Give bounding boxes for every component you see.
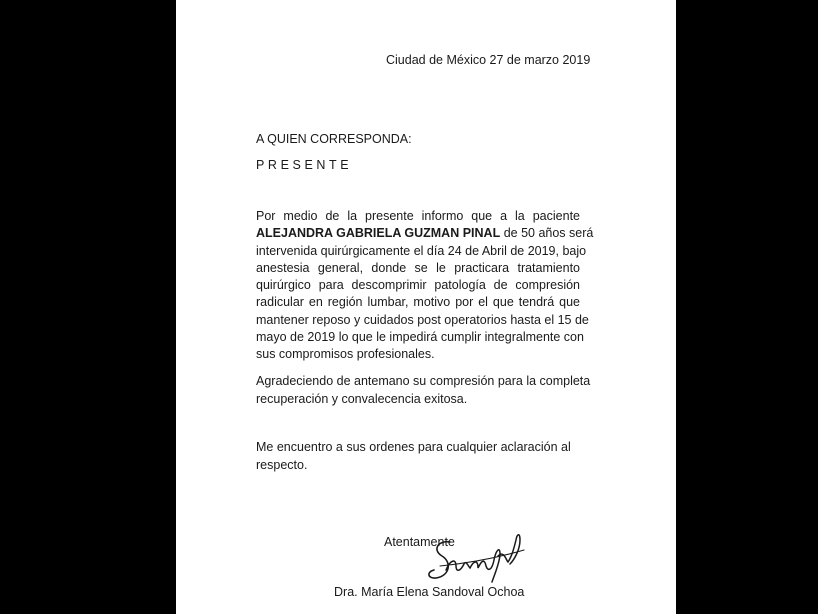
closing-line: Me encuentro a sus ordenes para cualquier aclaración al <box>256 440 571 454</box>
patient-name: ALEJANDRA GABRIELA GUZMAN PINAL <box>256 226 501 241</box>
addressee: A QUIEN CORRESPONDA: <box>256 132 412 146</box>
thanks-paragraph <box>256 373 596 408</box>
body-line <box>256 225 594 242</box>
body-line: Por medio de la presente informo que a la paciente <box>256 209 580 223</box>
thanks-line: Agradeciendo de antemano su compresión para la completa <box>256 374 591 388</box>
body-line: intervenida quirúrgicamente el día 24 de Abril de 2019, bajo <box>256 243 587 258</box>
body-line: sus compromisos profesionales. <box>256 347 435 362</box>
body-paragraph <box>256 208 594 364</box>
sign-off: Atentamente <box>384 535 455 549</box>
thanks-line: recuperación y convalecencia exitosa. <box>256 391 468 406</box>
handwritten-signature <box>420 520 530 590</box>
body-line-fragment: de 50 años será <box>500 226 594 241</box>
signer-name: Dra. María Elena Sandoval Ochoa <box>334 585 525 599</box>
body-line: radicular en región lumbar, motivo por el que tendrá que <box>256 295 580 310</box>
presente-heading: PRESENTE <box>256 158 353 172</box>
letter-date: Ciudad de México 27 de marzo 2019 <box>386 53 591 67</box>
body-line: quirúrgico para descomprimir patología de compresión <box>256 278 580 293</box>
body-line: mayo de 2019 lo que le impedirá cumplir integralmente con <box>256 330 584 345</box>
body-line: anestesia general, donde se le practicara tratamiento <box>256 260 580 275</box>
body-line: mantener reposo y cuidados post operatorios hasta el 15 de <box>256 312 589 327</box>
letter-page <box>176 0 676 614</box>
closing-paragraph <box>256 439 596 474</box>
closing-line: respecto. <box>256 457 308 472</box>
